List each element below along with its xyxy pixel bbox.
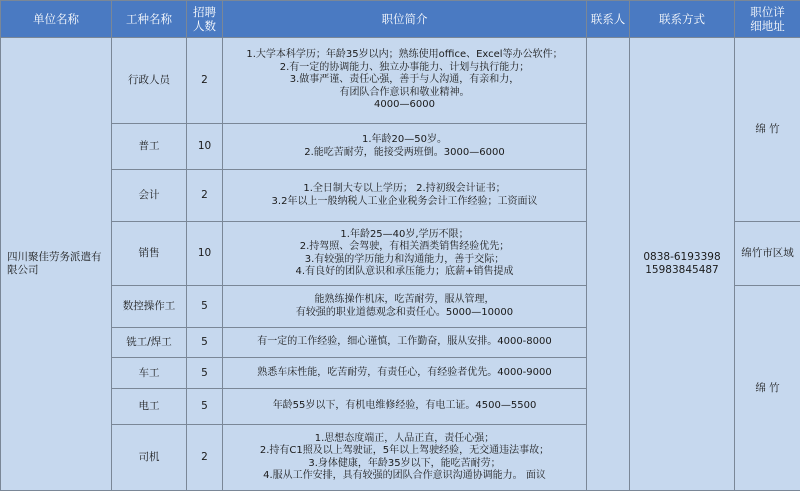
desc-line: 3.有较强的学历能力和沟通能力，善于交际； (304, 253, 505, 265)
desc-line: 熟悉车床性能，吃苦耐劳，有责任心，有经验者优先。4000-9000 (257, 366, 552, 378)
contact-phone-1: 0838-6193398 (643, 251, 721, 263)
job-count: 2 (187, 425, 223, 491)
job-description (223, 328, 587, 358)
header-job-type: 工种名称 (112, 1, 187, 38)
location-2: 绵竹市区域 (735, 222, 800, 286)
header-company: 单位名称 (1, 1, 112, 38)
header-headcount: 招聘人数 (187, 1, 223, 38)
contact-method (630, 38, 735, 491)
job-title: 销售 (112, 222, 187, 286)
header-contact-person: 联系人 (587, 1, 630, 38)
desc-line: 1.年龄25—40岁,学历不限； (340, 228, 469, 240)
desc-line: 2.有一定的协调能力、独立办事能力、计划与执行能力； (279, 61, 530, 73)
contact-person (587, 38, 630, 491)
job-description (223, 286, 587, 328)
desc-line: 3.身体健康，年龄35岁以下，能吃苦耐劳； (308, 457, 501, 469)
job-title: 铣工/焊工 (112, 328, 187, 358)
header-row (1, 1, 800, 38)
job-count: 2 (187, 170, 223, 222)
company-name: 四川聚佳劳务派遣有限公司 (1, 38, 112, 491)
table-row (1, 38, 800, 124)
desc-line: 3.2年以上一般纳税人工业企业税务会计工作经验；工资面议 (271, 195, 538, 207)
job-title: 司机 (112, 425, 187, 491)
desc-line: 4000—6000 (374, 99, 435, 111)
header-description: 职位简介 (223, 1, 587, 38)
desc-line: 3.做事严谨、责任心强，善于与人沟通，有亲和力， (289, 74, 520, 86)
job-count: 5 (187, 389, 223, 425)
location-3: 绵 竹 (735, 286, 800, 491)
job-count: 10 (187, 222, 223, 286)
job-title: 普工 (112, 124, 187, 170)
job-count: 10 (187, 124, 223, 170)
desc-line: 4.服从工作安排，具有较强的团队合作意识沟通协调能力。 面议 (263, 470, 546, 481)
desc-line: 能熟练操作机床，吃苦耐劳，服从管理， (314, 294, 495, 305)
location-1: 绵 竹 (735, 38, 800, 222)
job-description (223, 389, 587, 425)
desc-line: 2.能吃苦耐劳，能接受两班倒。3000—6000 (304, 146, 505, 158)
job-description (223, 222, 587, 286)
contact-phone-2: 15983845487 (645, 264, 719, 276)
desc-line: 有团队合作意识和敬业精神。 (339, 86, 470, 98)
header-contact-method: 联系方式 (630, 1, 735, 38)
job-description (223, 38, 587, 124)
job-count: 2 (187, 38, 223, 124)
job-title: 车工 (112, 358, 187, 389)
job-count: 5 (187, 286, 223, 328)
desc-line: 1.大学本科学历；年龄35岁以内；熟练使用office、Excel等办公软件； (246, 49, 563, 61)
desc-line: 1.思想态度端正，人品正直，责任心强； (314, 432, 495, 444)
desc-line: 2.持驾照、会驾驶，有相关酒类销售经验优先； (299, 241, 510, 252)
header-location: 职位详细地址 (735, 1, 800, 38)
desc-line: 2.持有C1照及以上驾驶证，5年以上驾驶经验，无交通违法事故； (259, 445, 550, 456)
desc-line: 1.年龄20—50岁。 (362, 134, 447, 145)
job-title: 电工 (112, 389, 187, 425)
desc-line: 有一定的工作经验，细心谨慎，工作勤奋，服从安排。4000-8000 (257, 336, 552, 348)
desc-line: 有较强的职业道德观念和责任心。5000—10000 (295, 306, 514, 318)
job-title: 行政人员 (112, 38, 187, 124)
job-description (223, 170, 587, 222)
desc-line: 年龄55岁以下，有机电维修经验，有电工证。4500—5500 (272, 400, 537, 412)
job-title: 会计 (112, 170, 187, 222)
job-description (223, 358, 587, 389)
job-count: 5 (187, 328, 223, 358)
job-count: 5 (187, 358, 223, 389)
job-description (223, 124, 587, 170)
job-title: 数控操作工 (112, 286, 187, 328)
desc-line: 4.有良好的团队意识和承压能力；底薪+销售提成 (295, 266, 514, 277)
job-description (223, 425, 587, 491)
desc-line: 1.全日制大专以上学历； 2.持初级会计证书； (303, 183, 506, 194)
